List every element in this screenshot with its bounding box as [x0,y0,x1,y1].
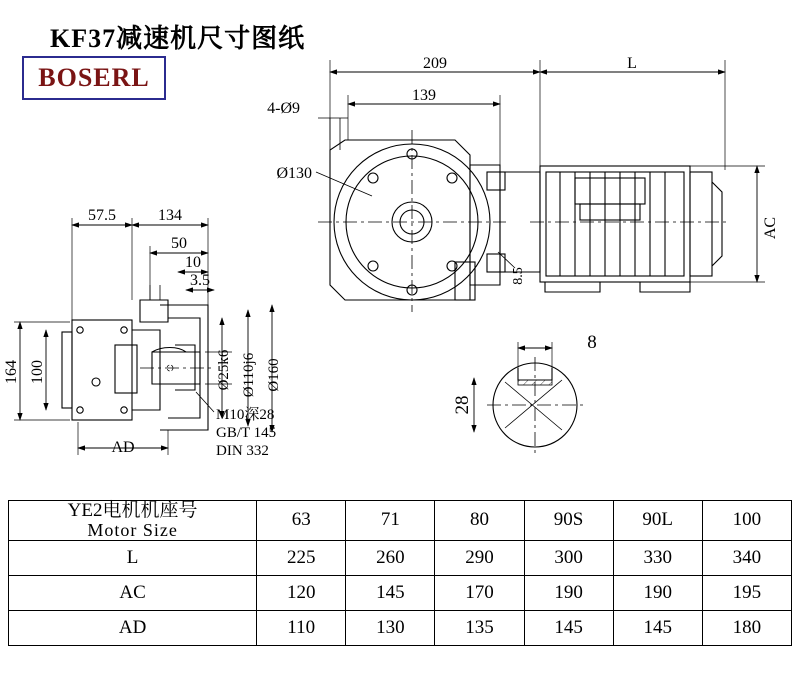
row-L-value-3: 300 [524,540,613,575]
dim-100: 100 [29,360,46,384]
row-label-AD: AD [9,610,257,645]
dim-key-8: 8 [587,332,597,353]
row-label-L: L [9,540,257,575]
row-AD-value-1: 130 [346,610,435,645]
dim-4x9: 4-Ø9 [267,100,300,117]
row-AC-value-3: 190 [524,575,613,610]
header-value-4: 90L [613,501,702,541]
dim-L: L [627,55,637,72]
note-m10: M10深28 [216,407,275,423]
row-AC-value-1: 145 [346,575,435,610]
dim-8-5: 8.5 [511,267,526,285]
note-gbt145: GB/T 145 [216,425,277,441]
row-AD-value-5: 180 [702,610,791,645]
row-AD-value-0: 110 [257,610,346,645]
dim-3-5: 3.5 [190,272,210,289]
note-din332: DIN 332 [216,443,269,459]
dim-shaft-25k6: Ø25k6 [216,349,232,391]
row-AD-value-2: 135 [435,610,524,645]
dim-10: 10 [185,254,201,271]
logo-text: BOSERL [38,63,150,92]
table-header-en: Motor Size [87,519,178,540]
header-value-5: 100 [702,501,791,541]
header-value-0: 63 [257,501,346,541]
row-L-value-2: 290 [435,540,524,575]
dim-134: 134 [158,207,182,224]
row-AC-value-0: 120 [257,575,346,610]
row-AC-value-4: 190 [613,575,702,610]
dim-164: 164 [3,360,20,384]
table-header-row [9,501,792,541]
row-L-value-1: 260 [346,540,435,575]
dim-key-28: 28 [452,395,473,415]
row-L-value-4: 330 [613,540,702,575]
row-AD-value-3: 145 [524,610,613,645]
row-L-value-0: 225 [257,540,346,575]
table-header-label [9,501,257,541]
table-row [9,575,792,610]
header-value-2: 80 [435,501,524,541]
row-label-AC: AC [9,575,257,610]
header-value-1: 71 [346,501,435,541]
row-AC-value-5: 195 [702,575,791,610]
header-value-3: 90S [524,501,613,541]
dim-50: 50 [171,235,187,252]
table-header-cn: YE2电机机座号 [67,500,198,521]
dim-flange-160: Ø160 [266,358,282,392]
page-title: KF37减速机尺寸图纸 [50,24,306,53]
dim-209: 209 [423,55,447,72]
dim-AC: AC [762,216,779,240]
row-AC-value-2: 170 [435,575,524,610]
motor-size-table [8,500,792,646]
dim-57-5: 57.5 [88,207,116,224]
row-L-value-5: 340 [702,540,791,575]
row-AD-value-4: 145 [613,610,702,645]
table-row [9,540,792,575]
table-row [9,610,792,645]
dim-pcd-110j6: Ø110j6 [241,352,257,398]
dim-139: 139 [412,87,436,104]
dim-AD: AD [111,439,135,456]
dim-flange-130: Ø130 [276,165,312,182]
